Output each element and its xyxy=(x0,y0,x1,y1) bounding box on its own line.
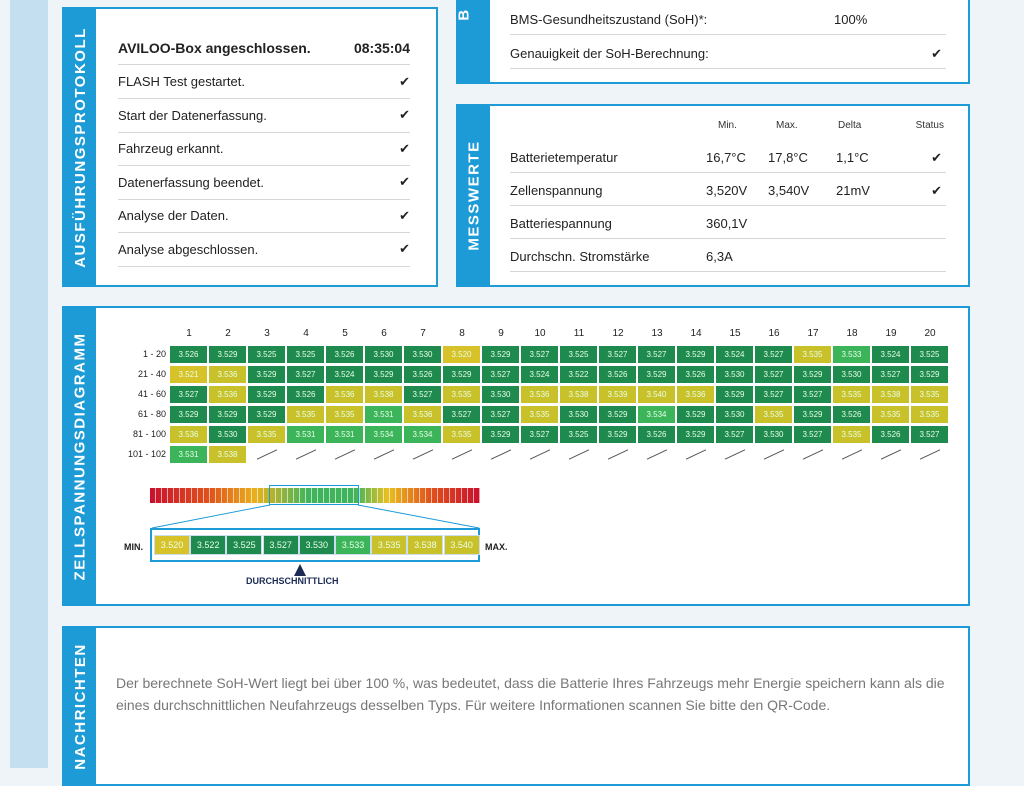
voltage-cell: 3.529 xyxy=(170,406,207,423)
voltage-cell: 3.526 xyxy=(833,406,870,423)
voltage-cell: 3.535 xyxy=(443,386,480,403)
voltage-cell: 3.524 xyxy=(521,366,558,383)
voltage-cell: 3.535 xyxy=(872,406,909,423)
grid-column-number: 2 xyxy=(225,328,231,339)
protocol-step-row xyxy=(118,99,410,133)
messwerte-row xyxy=(510,208,946,239)
bms-row-soh xyxy=(510,4,946,35)
protocol-step-label: Analyse abgeschlossen. xyxy=(118,241,259,257)
voltage-cell: 3.526 xyxy=(326,346,363,363)
voltage-cell: 3.521 xyxy=(170,366,207,383)
grid-column-number: 6 xyxy=(381,328,387,339)
grid-column-number: 20 xyxy=(924,328,936,339)
voltage-cell: 3.530 xyxy=(833,366,870,383)
check-icon: ✔ xyxy=(399,241,410,256)
grid-column-number: 12 xyxy=(612,328,624,339)
protocol-step-row xyxy=(118,132,410,166)
voltage-cell: 3.529 xyxy=(599,426,636,443)
messages-panel xyxy=(62,626,970,786)
messwerte-row xyxy=(510,142,946,173)
grid-column-number: 3 xyxy=(264,328,270,339)
messwerte-delta: 1,1°C xyxy=(836,150,869,165)
grid-row-label: 101 - 102 xyxy=(127,449,166,459)
voltage-cell: 3.529 xyxy=(209,346,246,363)
legend-cell: 3.533 xyxy=(335,535,371,555)
legend-min-label: MIN. xyxy=(124,542,143,552)
voltage-cell: 3.525 xyxy=(560,426,597,443)
check-icon: ✔ xyxy=(399,174,410,189)
voltage-cell: 3.529 xyxy=(365,366,402,383)
voltage-cell: 3.527 xyxy=(794,426,831,443)
protocol-header-label: AVILOO-Box angeschlossen. xyxy=(118,39,311,56)
voltage-cell: 3.526 xyxy=(638,426,675,443)
voltage-cell: 3.533 xyxy=(833,346,870,363)
protocol-panel xyxy=(62,7,438,287)
protocol-time: 08:35:04 xyxy=(353,39,410,56)
voltage-cell: 3.536 xyxy=(521,386,558,403)
voltage-cell: 3.522 xyxy=(560,366,597,383)
bms-accuracy-label: Genauigkeit der SoH-Berechnung: xyxy=(510,46,709,61)
messages-text: Der berechnete SoH-Wert liegt bei über 100 %, was bedeutet, dass die Batterie Ihres Fahrzeugs mehr Energie speichern kann als die eines durchschnittlichen Neufahrzeugs desselben Typs. Für weitere Informationen scannen Sie bitte den QR-Code. xyxy=(116,675,945,713)
grid-row-label: 21 - 40 xyxy=(137,369,166,379)
legend-cell: 3.535 xyxy=(371,535,407,555)
voltage-cell: 3.527 xyxy=(794,386,831,403)
voltage-cell: 3.527 xyxy=(287,366,324,383)
bms-accuracy-check-icon: ✔ xyxy=(931,46,942,61)
protocol-step-row xyxy=(118,233,410,267)
voltage-cell: 3.527 xyxy=(443,406,480,423)
diagram-panel xyxy=(62,306,970,606)
voltage-cell: 3.527 xyxy=(404,386,441,403)
average-marker-icon xyxy=(294,564,306,576)
voltage-cell: 3.526 xyxy=(872,426,909,443)
voltage-cell: 3.529 xyxy=(599,406,636,423)
voltage-cell: 3.527 xyxy=(911,426,948,443)
voltage-cell: 3.531 xyxy=(326,426,363,443)
left-stripe xyxy=(10,0,48,768)
protocol-title: AUSFÜHRUNGSPROTOKOLL xyxy=(71,26,89,268)
messwerte-min: 3,520V xyxy=(706,183,748,198)
grid-column-number: 15 xyxy=(729,328,741,339)
protocol-tab xyxy=(64,9,96,285)
messwerte-label: Zellenspannung xyxy=(510,183,603,198)
voltage-cell: 3.531 xyxy=(287,426,324,443)
messwerte-head-status: Status xyxy=(915,120,944,131)
messwerte-head-delta: Delta xyxy=(838,120,862,131)
voltage-cell: 3.536 xyxy=(326,386,363,403)
voltage-cell: 3.526 xyxy=(677,366,714,383)
voltage-cell: 3.536 xyxy=(209,386,246,403)
check-icon: ✔ xyxy=(399,107,410,122)
voltage-cell: 3.531 xyxy=(170,446,207,463)
voltage-cell: 3.536 xyxy=(209,366,246,383)
protocol-step-label: Datenerfassung beendet. xyxy=(118,174,264,190)
legend-max-label: MAX. xyxy=(485,542,508,552)
voltage-cell: 3.529 xyxy=(482,346,519,363)
legend-cell: 3.525 xyxy=(226,535,262,555)
voltage-cell: 3.535 xyxy=(911,406,948,423)
grid-column-number: 5 xyxy=(342,328,348,339)
voltage-cell: 3.534 xyxy=(365,426,402,443)
voltage-cell: 3.534 xyxy=(404,426,441,443)
voltage-cell: 3.529 xyxy=(482,426,519,443)
voltage-cell: 3.535 xyxy=(794,346,831,363)
messages-title: NACHRICHTEN xyxy=(71,642,89,770)
voltage-cell: 3.529 xyxy=(794,366,831,383)
grid-row-label: 41 - 60 xyxy=(137,389,166,399)
grid-row-label: 81 - 100 xyxy=(132,429,166,439)
voltage-cell: 3.527 xyxy=(872,366,909,383)
voltage-cell: 3.530 xyxy=(365,346,402,363)
voltage-cell: 3.529 xyxy=(638,366,675,383)
grid-column-number: 9 xyxy=(498,328,504,339)
check-icon: ✔ xyxy=(399,140,410,156)
legend-cell: 3.520 xyxy=(154,535,190,555)
voltage-cell: 3.527 xyxy=(755,366,792,383)
voltage-cell: 3.535 xyxy=(755,406,792,423)
messwerte-max: 17,8°C xyxy=(768,150,808,165)
legend-cell: 3.527 xyxy=(263,535,299,555)
voltage-cell: 3.524 xyxy=(716,346,753,363)
voltage-cell: 3.527 xyxy=(170,386,207,403)
bms-panel xyxy=(456,0,970,84)
voltage-cell: 3.536 xyxy=(170,426,207,443)
voltage-cell: 3.530 xyxy=(560,406,597,423)
voltage-cell: 3.535 xyxy=(443,426,480,443)
grid-row-label: 1 - 20 xyxy=(142,349,166,359)
legend-cell: 3.530 xyxy=(299,535,335,555)
voltage-cell: 3.524 xyxy=(326,366,363,383)
voltage-cell: 3.530 xyxy=(404,346,441,363)
grid-column-number: 14 xyxy=(690,328,702,339)
messwerte-row xyxy=(510,175,946,206)
messwerte-title: MESSWERTE xyxy=(465,140,483,251)
protocol-step-row xyxy=(118,166,410,200)
check-icon: ✔ xyxy=(399,207,410,223)
messwerte-label: Durchschn. Stromstärke xyxy=(510,249,650,264)
voltage-cell: 3.527 xyxy=(755,346,792,363)
voltage-cell: 3.530 xyxy=(716,366,753,383)
voltage-cell: 3.535 xyxy=(326,406,363,423)
voltage-cell: 3.526 xyxy=(599,366,636,383)
grid-column-number: 19 xyxy=(885,328,897,339)
voltage-cell: 3.530 xyxy=(209,426,246,443)
voltage-cell: 3.538 xyxy=(560,386,597,403)
messwerte-head-min: Min. xyxy=(718,120,737,131)
voltage-cell: 3.538 xyxy=(365,386,402,403)
grid-column-number: 13 xyxy=(651,328,663,339)
diagram-title: ZELLSPANNUNGSDIAGRAMM xyxy=(71,332,89,580)
voltage-cell: 3.527 xyxy=(521,426,558,443)
messwerte-min: 360,1V xyxy=(706,216,748,231)
voltage-cell: 3.538 xyxy=(872,386,909,403)
voltage-cell: 3.527 xyxy=(599,346,636,363)
messwerte-tab xyxy=(458,106,490,285)
messwerte-row xyxy=(510,241,946,272)
voltage-cell: 3.525 xyxy=(911,346,948,363)
voltage-cell: 3.529 xyxy=(209,406,246,423)
voltage-cell: 3.540 xyxy=(638,386,675,403)
voltage-cell: 3.535 xyxy=(911,386,948,403)
legend-cell: 3.540 xyxy=(444,535,480,555)
bms-tab-letter: B xyxy=(455,8,473,21)
protocol-step-row xyxy=(118,65,410,99)
bms-tab xyxy=(455,0,490,82)
voltage-cell: 3.527 xyxy=(755,386,792,403)
voltage-cell: 3.520 xyxy=(443,346,480,363)
voltage-cell: 3.535 xyxy=(287,406,324,423)
voltage-cell: 3.526 xyxy=(170,346,207,363)
voltage-cell: 3.534 xyxy=(638,406,675,423)
voltage-cell: 3.529 xyxy=(677,406,714,423)
voltage-cell: 3.525 xyxy=(560,346,597,363)
voltage-cell: 3.535 xyxy=(248,426,285,443)
voltage-cell: 3.529 xyxy=(716,386,753,403)
voltage-cell: 3.538 xyxy=(209,446,246,463)
voltage-cell: 3.527 xyxy=(716,426,753,443)
grid-column-number: 11 xyxy=(573,328,585,339)
voltage-cell: 3.529 xyxy=(794,406,831,423)
messwerte-label: Batteriespannung xyxy=(510,216,612,231)
legend-cell: 3.538 xyxy=(407,535,443,555)
voltage-cell: 3.535 xyxy=(833,386,870,403)
legend-cell: 3.522 xyxy=(190,535,226,555)
messwerte-panel xyxy=(456,104,970,287)
voltage-cell: 3.536 xyxy=(404,406,441,423)
voltage-cell: 3.529 xyxy=(911,366,948,383)
messwerte-min: 16,7°C xyxy=(706,150,746,165)
voltage-cell: 3.535 xyxy=(521,406,558,423)
voltage-cell: 3.524 xyxy=(872,346,909,363)
protocol-step-label: Fahrzeug erkannt. xyxy=(118,141,224,156)
bms-soh-label: BMS-Gesundheitszustand (SoH)*: xyxy=(510,12,708,27)
grid-column-number: 18 xyxy=(846,328,858,339)
grid-column-number: 7 xyxy=(420,328,426,339)
voltage-cell: 3.531 xyxy=(365,406,402,423)
check-icon: ✔ xyxy=(399,73,410,89)
protocol-header-row xyxy=(118,31,410,65)
protocol-step-label: Start der Datenerfassung. xyxy=(118,107,267,123)
voltage-cell: 3.539 xyxy=(599,386,636,403)
messwerte-header xyxy=(510,106,946,136)
check-icon: ✔ xyxy=(931,183,942,198)
messwerte-delta: 21mV xyxy=(836,183,870,198)
protocol-step-row xyxy=(118,199,410,233)
voltage-cell: 3.529 xyxy=(443,366,480,383)
voltage-cell: 3.535 xyxy=(833,426,870,443)
messwerte-label: Batterietemperatur xyxy=(510,150,618,165)
grid-column-number: 8 xyxy=(459,328,465,339)
voltage-cell: 3.525 xyxy=(287,346,324,363)
voltage-cell: 3.527 xyxy=(521,346,558,363)
messwerte-min: 6,3A xyxy=(706,249,733,264)
messwerte-head-max: Max. xyxy=(776,120,798,131)
messwerte-max: 3,540V xyxy=(768,183,810,198)
voltage-cell: 3.525 xyxy=(248,346,285,363)
grid-column-number: 10 xyxy=(534,328,546,339)
voltage-cell: 3.530 xyxy=(755,426,792,443)
protocol-step-label: Analyse der Daten. xyxy=(118,208,229,223)
voltage-cell: 3.529 xyxy=(677,426,714,443)
voltage-cell: 3.526 xyxy=(404,366,441,383)
protocol-step-label: FLASH Test gestartet. xyxy=(118,74,245,89)
voltage-cell: 3.530 xyxy=(482,386,519,403)
grid-column-number: 16 xyxy=(768,328,780,339)
voltage-cell: 3.536 xyxy=(677,386,714,403)
grid-column-number: 1 xyxy=(186,328,192,339)
voltage-cell: 3.527 xyxy=(638,346,675,363)
bms-soh-value: 100% xyxy=(834,12,868,27)
voltage-cell: 3.527 xyxy=(482,366,519,383)
bms-row-accuracy xyxy=(510,38,946,69)
voltage-cell: 3.530 xyxy=(716,406,753,423)
messages-tab xyxy=(64,628,96,784)
voltage-cell: 3.526 xyxy=(287,386,324,403)
grid-row-label: 61 - 80 xyxy=(137,409,166,419)
voltage-cell: 3.529 xyxy=(248,386,285,403)
check-icon: ✔ xyxy=(931,150,942,165)
voltage-cell: 3.529 xyxy=(248,406,285,423)
voltage-cell: 3.529 xyxy=(677,346,714,363)
legend-average-label: DURCHSCHNITTLICH xyxy=(246,576,339,586)
grid-column-number: 17 xyxy=(807,328,819,339)
grid-column-number: 4 xyxy=(303,328,309,339)
voltage-cell: 3.529 xyxy=(248,366,285,383)
voltage-cell: 3.527 xyxy=(482,406,519,423)
